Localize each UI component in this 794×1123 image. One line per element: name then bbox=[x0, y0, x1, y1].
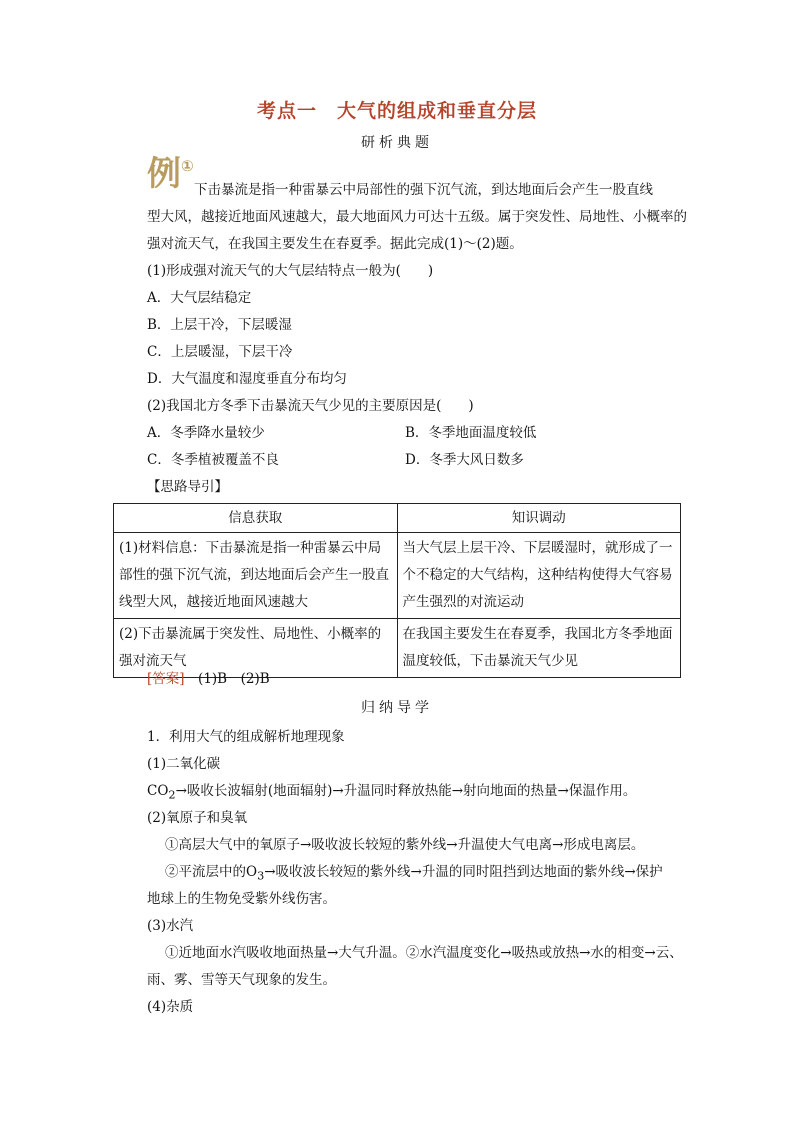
stem-line-3: 强对流天气，在我国主要发生在春夏季。据此完成(1)～(2)题。 bbox=[147, 236, 523, 252]
section-heading-study: 研析典题 bbox=[361, 135, 433, 151]
ozone-subscript: 3 bbox=[257, 869, 265, 883]
oxygen-point-2-cont: 地球上的生物免受紫外线伤害。 bbox=[147, 891, 336, 907]
water-title: (3)水汽 bbox=[147, 918, 194, 934]
water-point-1: ①近地面水汽吸收地面热量→大气升温。②水汽温度变化→吸热或放热→水的相变→云、 bbox=[165, 945, 683, 961]
answer-label: [答案] bbox=[147, 671, 185, 687]
q1-option-c: C．上层暖湿，下层干冷 bbox=[147, 344, 293, 360]
ozone-description: →吸收波长较短的紫外线→升温的同时阻挡到达地面的紫外线→保护 bbox=[264, 864, 663, 880]
table-row bbox=[114, 533, 681, 619]
co2-description: →吸收长波辐射(地面辐射)→升温同时释放热能→射向地面的热量→保温作用。 bbox=[175, 783, 637, 799]
q2-option-b: B．冬季地面温度较低 bbox=[405, 425, 537, 441]
co2-formula: CO bbox=[147, 783, 169, 799]
table-cell: 在我国主要发生在春夏季，我国北方冬季地面温度较低，下击暴流天气少见 bbox=[397, 619, 681, 678]
answer-line bbox=[147, 667, 270, 687]
question-1: (1)形成强对流天气的大气层结特点一般为( ) bbox=[147, 263, 434, 279]
co2-subscript: 2 bbox=[168, 788, 176, 802]
stem-line-2: 型大风，越接近地面风速越大，最大地面风力可达十五级。属于突发性、局地性、小概率的 bbox=[147, 209, 687, 225]
ozone-prefix: ②平流层中的O bbox=[165, 864, 258, 880]
table-cell: (1)材料信息：下击暴流是指一种雷暴云中局部性的强下沉气流，到达地面后会产生一股直线型大风，越接近地面风速越大 bbox=[114, 533, 398, 619]
example-mark bbox=[147, 154, 194, 194]
q2-option-c: C．冬季植被覆盖不良 bbox=[147, 452, 279, 468]
summary-heading: 1．利用大气的组成解析地理现象 bbox=[147, 729, 345, 745]
table-header-knowledge: 知识调动 bbox=[397, 504, 681, 533]
page-title: 考点一 大气的组成和垂直分层 bbox=[256, 100, 537, 122]
question-2: (2)我国北方冬季下击暴流天气少见的主要原因是( ) bbox=[147, 398, 474, 414]
section-heading-summary: 归纳导学 bbox=[361, 700, 433, 716]
guide-label: 【思路导引】 bbox=[147, 479, 228, 495]
answer-text: (1)B (2)B bbox=[198, 671, 270, 687]
oxygen-title: (2)氧原子和臭氧 bbox=[147, 810, 248, 826]
water-point-2: 雨、雾、雪等天气现象的发生。 bbox=[147, 972, 336, 988]
q2-option-d: D．冬季大风日数多 bbox=[405, 452, 524, 468]
oxygen-point-1: ①高层大气中的氧原子→吸收波长较短的紫外线→升温使大气电离→形成电离层。 bbox=[165, 837, 645, 853]
stem-line-1: 下击暴流是指一种雷暴云中局部性的强下沉气流，到达地面后会产生一股直线 bbox=[194, 182, 653, 198]
table-cell: 当大气层上层干冷、下层暖湿时，就形成了一个不稳定的大气结构，这种结构使得大气容易产生强烈的对流运动 bbox=[397, 533, 681, 619]
table-header-info: 信息获取 bbox=[114, 504, 398, 533]
q2-option-a: A．冬季降水量较少 bbox=[147, 425, 265, 441]
table-header-row bbox=[114, 504, 681, 533]
impurity-title: (4)杂质 bbox=[147, 999, 194, 1015]
q1-option-b: B．上层干冷，下层暖湿 bbox=[147, 317, 292, 333]
q1-option-d: D．大气温度和湿度垂直分布均匀 bbox=[147, 371, 347, 387]
co2-text bbox=[147, 779, 636, 802]
example-mark-text: 例 bbox=[147, 154, 181, 194]
table-cell: (2)下击暴流属于突发性、局地性、小概率的强对流天气 bbox=[114, 619, 398, 678]
co2-title: (1)二氧化碳 bbox=[147, 756, 221, 772]
guide-table bbox=[113, 503, 681, 678]
oxygen-point-2 bbox=[165, 860, 663, 883]
q1-option-a: A．大气层结稳定 bbox=[147, 290, 252, 306]
example-number: ① bbox=[181, 157, 194, 175]
